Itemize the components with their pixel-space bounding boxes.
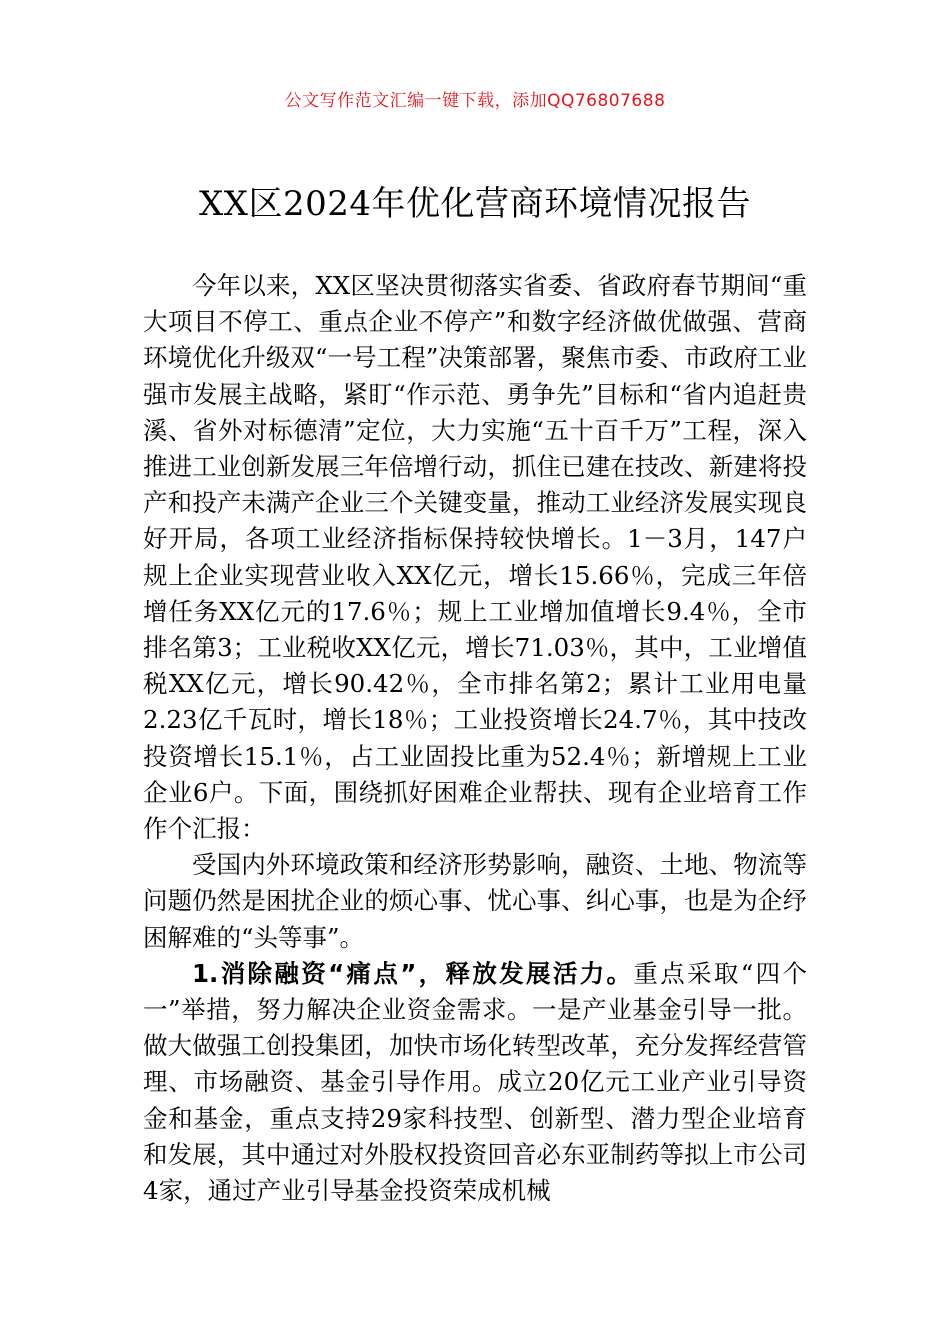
section-1-paragraph	[143, 956, 807, 1209]
section-1-heading: 1.消除融资“痛点”，释放发展活力。	[192, 958, 634, 988]
document-title: XX区2024年优化营商环境情况报告	[199, 184, 751, 224]
intro-paragraph: 今年以来，XX区坚决贯彻落实省委、省政府春节期间“重大项目不停工、重点企业不停产”和数字经济做优做强、营商环境优化升级双“一号工程”决策部署，聚焦市委、市政府工业强市发展主战略，紧盯“作示范、勇争先”目标和“省内追赶贵溪、省外对标德清”定位，大力实施“五十百千万”工程，深入推进工业创新发展三年倍增行动，抓住已建在技改、新建将投产和投产未满产企业三个关键变量，推动工业经济发展实现良好开局，各项工业经济指标保持较快增长。1－3月，147户规上企业实现营业收入XX亿元，增长15.66％，完成三年倍增任务XX亿元的17.6％；规上工业增加值增长9.4％，全市排名第3；工业税收XX亿元，增长71.03％，其中，工业增值税XX亿元，增长90.42％，全市排名第2；累计工业用电量2.23亿千瓦时，增长18％；工业投资增长24.7％，其中技改投资增长15.1％，占工业固投比重为52.4％；新增规上工业企业6户。下面，围绕抓好困难企业帮扶、现有企业培育工作作个汇报：	[143, 271, 807, 844]
document-body	[143, 268, 807, 1209]
context-paragraph: 受国内外环境政策和经济形势影响，融资、土地、物流等问题仍然是困扰企业的烦心事、忧心事、纠心事，也是为企纾困解难的“头等事”。	[143, 850, 807, 952]
download-promo-note: 公文写作范文汇编一键下载，添加QQ76807688	[284, 91, 666, 111]
section-1-body: 重点采取“四个一”举措，努力解决企业资金需求。一是产业基金引导一批。做大做强工创投集团，加快市场化转型改革，充分发挥经营管理、市场融资、基金引导作用。成立20亿元工业产业引导资金和基金，重点支持29家科技型、创新型、潜力型企业培育和发展，其中通过对外股权投资回音必东亚制药等拟上市公司4家，通过产业引导基金投资荣成机械	[143, 958, 807, 1206]
